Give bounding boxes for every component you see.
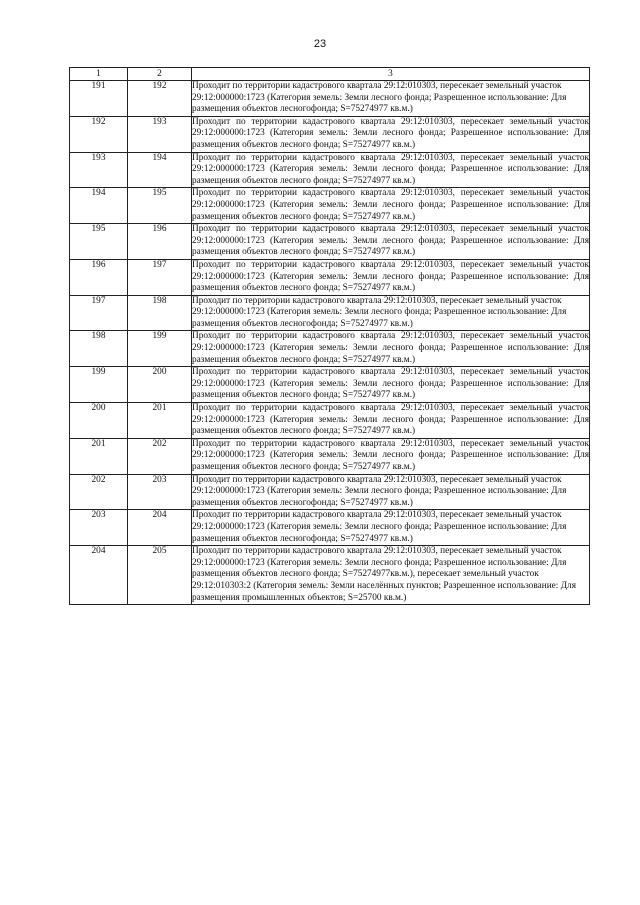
- point-to: 201: [128, 403, 192, 439]
- segment-description: Проходит по территории кадастрового квартала 29:12:010303, пересекает земельный участок 29:12:000000:1723 (Категория земель: Земли лесного фонда; Разрешенное использование: Для размещения объектов лесного фонда; S=75274977 кв.м.): [192, 331, 590, 367]
- point-to: 196: [128, 224, 192, 260]
- segment-description: Проходит по территории кадастрового квартала 29:12:010303, пересекает земельный участок 29:12:000000:1723 (Категория земель: Земли лесного фонда; Разрешенное использование: Для размещения объектов лесного фонда; S=75274977 кв.м.): [192, 188, 590, 224]
- point-to: 204: [128, 510, 192, 546]
- segment-description: Проходит по территории кадастрового квартала 29:12:010303, пересекает земельный участок 29:12:000000:1723 (Категория земель: Земли лесного фонда; Разрешенное использование: Для размещения объектов лесногофонда; S=75274977 кв.м.): [192, 295, 590, 331]
- point-from: 192: [70, 116, 128, 152]
- segment-description: Проходит по территории кадастрового квартала 29:12:010303, пересекает земельный участок 29:12:000000:1723 (Категория земель: Земли лесного фонда; Разрешенное использование: Для размещения объектов лесного фонда; S=75274977 кв.м.): [192, 116, 590, 152]
- table-row: [70, 403, 590, 439]
- table-row: [70, 116, 590, 152]
- point-from: 199: [70, 367, 128, 403]
- boundary-table: [69, 67, 590, 605]
- table-row: [70, 224, 590, 260]
- point-from: 193: [70, 152, 128, 188]
- point-from: 196: [70, 259, 128, 295]
- table-row: [70, 438, 590, 474]
- column-header-3: 3: [192, 68, 590, 81]
- point-to: 194: [128, 152, 192, 188]
- segment-description: Проходит по территории кадастрового квартала 29:12:010303, пересекает земельный участок 29:12:000000:1723 (Категория земель: Земли лесного фонда; Разрешенное использование: Для размещения объектов лесного фонда; S=75274977 кв.м.): [192, 438, 590, 474]
- point-from: 201: [70, 438, 128, 474]
- point-from: 200: [70, 403, 128, 439]
- table-row: [70, 81, 590, 117]
- point-to: 203: [128, 474, 192, 510]
- table-row: [70, 259, 590, 295]
- table-row: [70, 510, 590, 546]
- table-row: [70, 331, 590, 367]
- segment-description: Проходит по территории кадастрового квартала 29:12:010303, пересекает земельный участок 29:12:000000:1723 (Категория земель: Земли лесного фонда; Разрешенное использование: Для размещения объектов лесногофонда; S=75274977 кв.м.): [192, 474, 590, 510]
- segment-description: Проходит по территории кадастрового квартала 29:12:010303, пересекает земельный участок 29:12:000000:1723 (Категория земель: Земли лесного фонда; Разрешенное использование: Для размещения объектов лесногофонда; S=75274977 кв.м.): [192, 510, 590, 546]
- table-row: [70, 367, 590, 403]
- point-from: 203: [70, 510, 128, 546]
- column-header-2: 2: [128, 68, 192, 81]
- point-to: 197: [128, 259, 192, 295]
- point-to: 205: [128, 546, 192, 605]
- point-to: 195: [128, 188, 192, 224]
- segment-description: Проходит по территории кадастрового квартала 29:12:010303, пересекает земельный участок 29:12:000000:1723 (Категория земель: Земли лесного фонда; Разрешенное использование: Для размещения объектов лесного фонда; S=75274977 кв.м.): [192, 152, 590, 188]
- point-to: 193: [128, 116, 192, 152]
- point-to: 202: [128, 438, 192, 474]
- table-row: [70, 546, 590, 605]
- point-from: 197: [70, 295, 128, 331]
- segment-description: Проходит по территории кадастрового квартала 29:12:010303, пересекает земельный участок 29:12:000000:1723 (Категория земель: Земли лесного фонда; Разрешенное использование: Для размещения объектов лесного фонда; S=75274977 кв.м.): [192, 367, 590, 403]
- segment-description: Проходит по территории кадастрового квартала 29:12:010303, пересекает земельный участок 29:12:000000:1723 (Категория земель: Земли лесного фонда; Разрешенное использование: Для размещения объектов лесного фонда; S=75274977 кв.м.): [192, 403, 590, 439]
- page-number: 23: [313, 38, 327, 50]
- point-to: 192: [128, 81, 192, 117]
- table-header-row: [70, 68, 590, 81]
- table-row: [70, 152, 590, 188]
- point-from: 204: [70, 546, 128, 605]
- point-to: 199: [128, 331, 192, 367]
- point-from: 194: [70, 188, 128, 224]
- point-from: 202: [70, 474, 128, 510]
- point-from: 195: [70, 224, 128, 260]
- point-from: 191: [70, 81, 128, 117]
- table-row: [70, 188, 590, 224]
- table-row: [70, 474, 590, 510]
- column-header-1: 1: [70, 68, 128, 81]
- point-from: 198: [70, 331, 128, 367]
- segment-description: Проходит по территории кадастрового квартала 29:12:010303, пересекает земельный участок 29:12:000000:1723 (Категория земель: Земли лесного фонда; Разрешенное использование: Для размещения объектов лесного фонда; S=75274977кв.м.), пересекает земельный участок 29:12:010303:2 (Категория земель: Земли населённых пунктов; Разрешенное использование: Для размещения промышленных объектов; S=25700 кв.м.): [192, 546, 590, 605]
- segment-description: Проходит по территории кадастрового квартала 29:12:010303, пересекает земельный участок 29:12:000000:1723 (Категория земель: Земли лесного фонда; Разрешенное использование: Для размещения объектов лесногофонда; S=75274977 кв.м.): [192, 81, 590, 117]
- point-to: 200: [128, 367, 192, 403]
- segment-description: Проходит по территории кадастрового квартала 29:12:010303, пересекает земельный участок 29:12:000000:1723 (Категория земель: Земли лесного фонда; Разрешенное использование: Для размещения объектов лесного фонда; S=75274977 кв.м.): [192, 224, 590, 260]
- point-to: 198: [128, 295, 192, 331]
- table-row: [70, 295, 590, 331]
- segment-description: Проходит по территории кадастрового квартала 29:12:010303, пересекает земельный участок 29:12:000000:1723 (Категория земель: Земли лесного фонда; Разрешенное использование: Для размещения объектов лесного фонда; S=75274977 кв.м.): [192, 259, 590, 295]
